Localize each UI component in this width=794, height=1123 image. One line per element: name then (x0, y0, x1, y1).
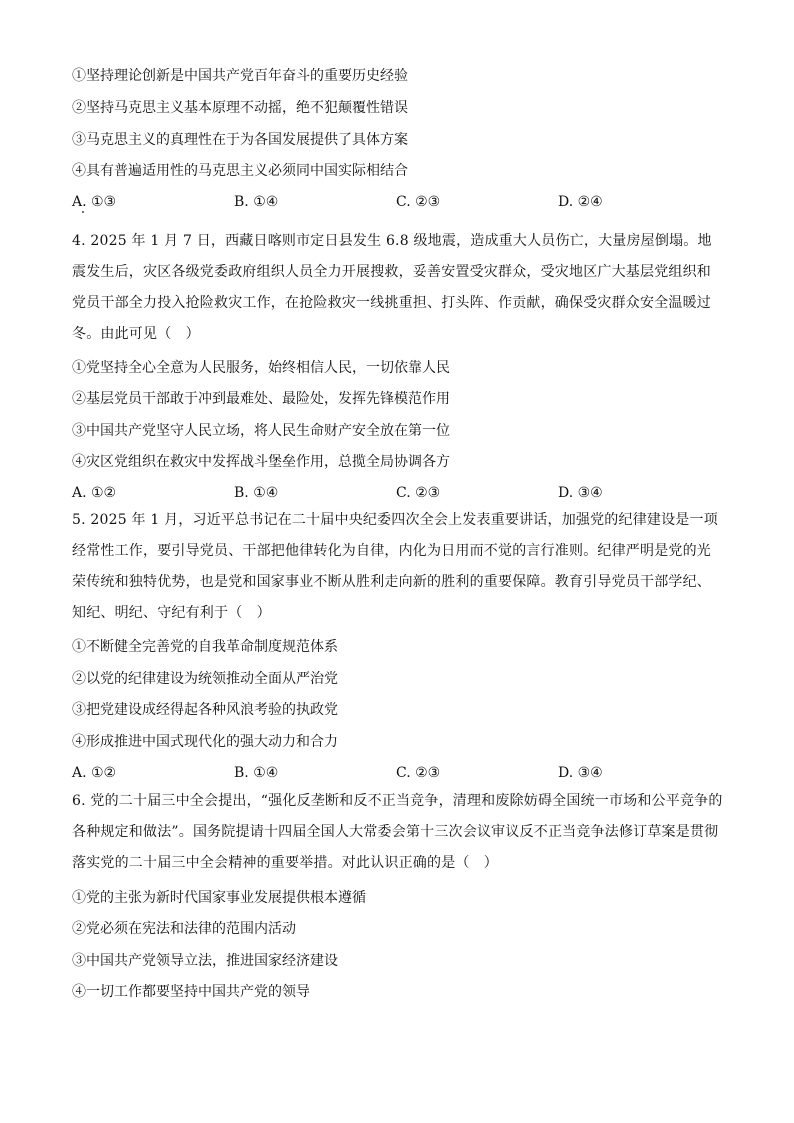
q5-item-3: ③把党建设成经得起各种风浪考验的执政党 (72, 702, 338, 718)
q4-item-2: ②基层党员干部敢于冲到最难处、最险处，发挥先锋模范作用 (72, 391, 450, 407)
q3-options (72, 192, 712, 212)
q4-item-3: ③中国共产党坚守人民立场，将人民生命财产安全放在第一位 (72, 423, 450, 439)
q6-stem: 6. 党的二十届三中全会提出，“强化反垄断和反不正当竞争，清理和废除妨碍全国统一市场和公平竞争的各种规定和做法”。国务院提请十四届全国人大常委会第十三次会议审议反不正当竞争法修订草案是贯彻落实党的二十届三中全会精神的重要举措。对此认识正确的是（ ） (72, 793, 723, 871)
q3-option-b: B. ①④ (234, 194, 279, 210)
q3-item-2: ②坚持马克思主义基本原理不动摇，绝不犯颠覆性错误 (72, 100, 408, 116)
q4-item-1: ①党坚持全心全意为人民服务，始终相信人民，一切依靠人民 (72, 360, 450, 376)
stray-dot-mark (82, 211, 84, 213)
q6-item-4: ④一切工作都要坚持中国共产党的领导 (72, 984, 310, 1000)
q5-option-c: C. ②③ (396, 765, 441, 781)
q3-option-c: C. ②③ (396, 194, 441, 210)
q5-item-2: ②以党的纪律建设为统领推动全面从严治党 (72, 671, 338, 687)
q4-item-4: ④灾区党组织在救灾中发挥战斗堡垒作用，总揽全局协调各方 (72, 454, 450, 470)
q5-item-4: ④形成推进中国式现代化的强大动力和合力 (72, 734, 338, 750)
q3-item-4: ④具有普遍适用性的马克思主义必须同中国实际相结合 (72, 163, 408, 179)
q4-option-d: D. ③④ (558, 485, 603, 501)
q4-options (72, 483, 712, 503)
q4-option-b: B. ①④ (234, 485, 279, 501)
q4-stem: 4. 2025 年 1 月 7 日，西藏日喀则市定日县发生 6.8 级地震，造成重大人员伤亡，大量房屋倒塌。地震发生后，灾区各级党委政府组织人员全力开展搜救，妥善安置受灾群众，受灾地区广大基层党组织和党员干部全力投入抢险救灾工作，在抢险救灾一线挑重担、打头阵、作贡献，确保受灾群众安全温暖过冬。由此可见（ ） (72, 233, 712, 342)
q5-option-b: B. ①④ (234, 765, 279, 781)
q6-item-2: ②党必须在宪法和法律的范围内活动 (72, 921, 296, 937)
q5-options (72, 763, 712, 783)
q3-item-1: ①坚持理论创新是中国共产党百年奋斗的重要历史经验 (72, 68, 408, 84)
q6-item-3: ③中国共产党领导立法，推进国家经济建设 (72, 953, 338, 969)
q3-item-3: ③马克思主义的真理性在于为各国发展提供了具体方案 (72, 132, 408, 148)
q3-option-a: A. ①③ (72, 194, 117, 210)
q5-option-a: A. ①② (72, 765, 117, 781)
q6-item-1: ①党的主张为新时代国家事业发展提供根本遵循 (72, 890, 366, 906)
q4-option-c: C. ②③ (396, 485, 441, 501)
q5-item-1: ①不断健全完善党的自我革命制度规范体系 (72, 639, 338, 655)
q5-stem: 5. 2025 年 1 月，习近平总书记在二十届中央纪委四次全会上发表重要讲话，加强党的纪律建设是一项经常性工作，要引导党员、干部把他律转化为自律，内化为日用而不觉的言行准则。纪律严明是党的光荣传统和独特优势，也是党和国家事业不断从胜利走向新的胜利的重要保障。教育引导党员干部学纪、知纪、明纪、守纪有利于（ ） (72, 512, 718, 621)
q5-option-d: D. ③④ (558, 765, 603, 781)
q4-option-a: A. ①② (72, 485, 117, 501)
q3-option-d: D. ②④ (558, 194, 603, 210)
